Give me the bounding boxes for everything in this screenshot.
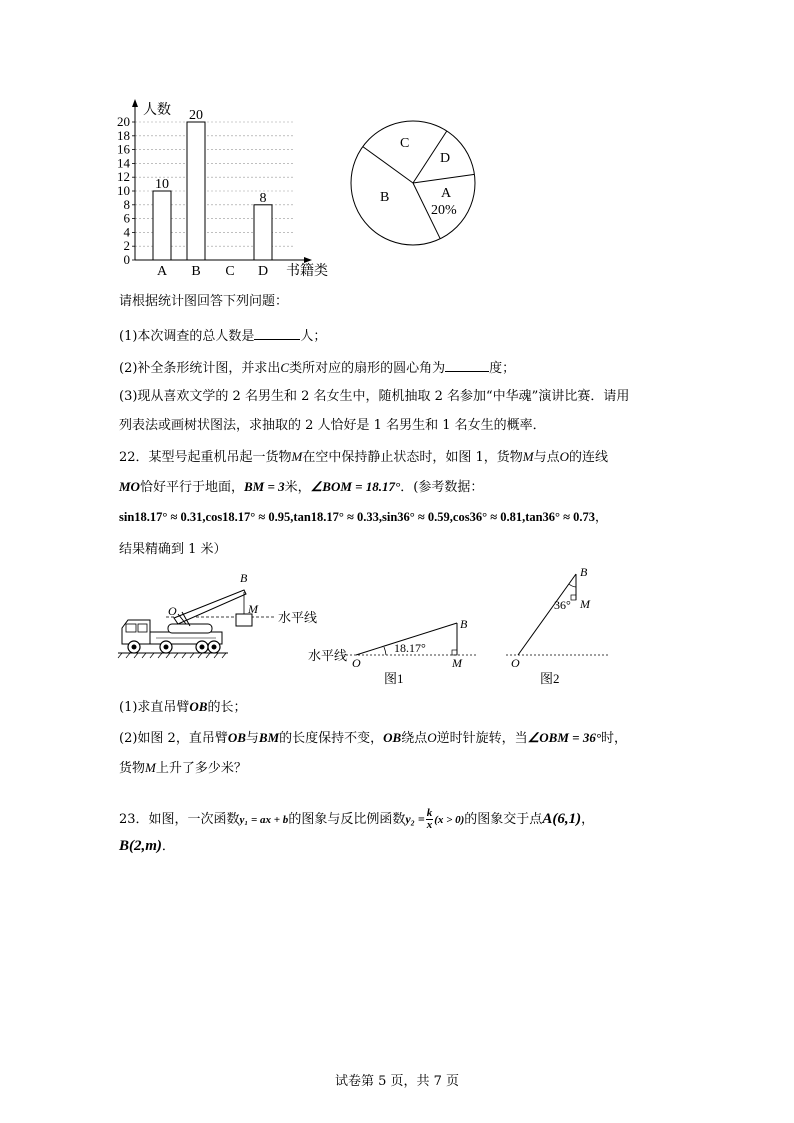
- angle-label: 36°: [554, 598, 571, 612]
- var-c: C: [280, 360, 290, 375]
- var-m: M: [291, 449, 303, 464]
- q22-text: (2)如图 2，直吊臂: [119, 731, 228, 746]
- q23-text: 的图象与反比例函数: [288, 812, 406, 827]
- linear-function: y₁ = ax + b: [239, 814, 289, 826]
- page-footer: 试卷第 5 页，共 7 页: [334, 1074, 460, 1089]
- q21-intro: 请根据统计图回答下列问题：: [119, 294, 289, 309]
- q22-text: ．(参考数据：: [400, 480, 484, 495]
- point-m-label: M: [452, 656, 462, 670]
- category-label: D: [257, 264, 269, 279]
- var-o: O: [427, 730, 437, 745]
- q22-text: 时，: [601, 731, 628, 746]
- figure-2: [496, 562, 614, 688]
- pie-label-d: D: [440, 151, 451, 166]
- y-tick-label: 4: [123, 224, 130, 240]
- q22-line2: [119, 480, 483, 494]
- q21-part1-text: (1)本次调查的总人数是: [119, 329, 255, 344]
- horizontal-line-label: 水平线: [278, 610, 318, 625]
- q22-reference-data: [119, 511, 608, 524]
- bar-value-label: 20: [189, 108, 203, 123]
- q23-line1: [119, 808, 594, 831]
- bar-b: [187, 122, 205, 260]
- q22-text: 在空中保持静止状态时，如图 1，货物: [302, 450, 523, 465]
- pie-label-a: A: [441, 186, 452, 201]
- q21-part2: [119, 359, 515, 375]
- pie-radius: [363, 147, 413, 183]
- figure-1: [306, 610, 486, 688]
- point-o-label: O: [168, 604, 177, 618]
- segment-bm: BM: [258, 730, 280, 745]
- var-o: O: [559, 449, 570, 464]
- q22-sub2-line2: [119, 761, 247, 775]
- answer-blank[interactable]: [445, 359, 489, 372]
- y-tick-label: 6: [123, 210, 130, 226]
- point-o-label: O: [352, 656, 361, 670]
- segment-ob: OB: [189, 699, 208, 714]
- y-tick-label: 20: [117, 114, 130, 129]
- q23-text: 23．如图，一次函数: [119, 812, 240, 827]
- bar-chart: [110, 95, 340, 280]
- comma: ，: [595, 509, 608, 524]
- domain-condition: (x > 0): [434, 814, 465, 826]
- figure-2-caption: 图2: [540, 671, 560, 686]
- bar-a: [153, 191, 171, 260]
- y-tick-label: 10: [117, 183, 130, 198]
- q22-line4: 结果精确到 1 米）: [119, 542, 227, 557]
- q21-part3-line1: (3)现从喜欢文学的 2 名男生和 2 名女生中，随机抽取 2 名参加“中华魂”演讲比赛．请用: [119, 389, 630, 404]
- bar-value-label: 8: [259, 190, 267, 206]
- y-tick-label: 12: [117, 169, 130, 185]
- y-axis-label: 人数: [143, 103, 171, 118]
- angle-obm: ∠OBM = 36°: [527, 730, 602, 745]
- pie-radius: [413, 174, 474, 183]
- point-b-label: B: [580, 565, 588, 579]
- q22-text: 与: [245, 731, 259, 746]
- q22-text: 上升了多少米？: [155, 761, 247, 776]
- bar-d: [254, 205, 272, 260]
- x-axis-label: 书籍类: [286, 264, 328, 279]
- y-tick-label: 14: [117, 155, 130, 171]
- segment-ob: OB: [227, 730, 246, 745]
- answer-blank[interactable]: [254, 327, 300, 340]
- pie-label-b: B: [380, 190, 390, 205]
- point-a: A(6,1): [542, 811, 582, 827]
- angle-bom: ∠BOM = 18.17°: [310, 479, 401, 494]
- q22-text: 的长度保持不变，: [279, 731, 384, 746]
- y-tick-label: 8: [123, 196, 130, 212]
- y-tick-label: 2: [123, 238, 130, 254]
- q22-text: 的长；: [207, 700, 247, 715]
- q22-text: 逆时针旋转，当: [436, 731, 528, 746]
- angle-label: 18.17°: [394, 641, 426, 655]
- q22-line1: [119, 450, 608, 464]
- q22-sub2-line1: [119, 731, 627, 745]
- q21-part3-line2: 列表法或画树状图法，求抽取的 2 人恰好是 1 名男生和 1 名女生的概率．: [119, 418, 546, 433]
- bar-value-label: 10: [155, 177, 169, 192]
- point-b-label: B: [240, 571, 248, 585]
- q22-text: 22．某型号起重机吊起一货物: [119, 450, 292, 465]
- q21-part1: [119, 327, 326, 343]
- pie-chart: [348, 118, 478, 248]
- q22-text: (1)求直吊臂: [119, 700, 190, 715]
- y-axis-arrow: [132, 99, 138, 107]
- var-m: M: [522, 449, 534, 464]
- y-tick-label: 16: [117, 141, 130, 157]
- fraction-denominator: x: [426, 819, 433, 831]
- q21-part2-text: (2)补全条形统计图，并求出: [119, 361, 281, 376]
- inverse-function-lhs: y₂ =: [405, 812, 425, 826]
- q23-line2: [119, 839, 175, 854]
- q21-part2-text-b: 类所对应的扇形的圆心角为: [289, 361, 446, 376]
- fraction-numerator: k: [426, 807, 433, 819]
- q21-part2-unit: 度；: [489, 361, 516, 376]
- q22-text: 绕点: [401, 731, 428, 746]
- q22-text: 恰好平行于地面，: [139, 480, 244, 495]
- point-b-label: B: [460, 617, 468, 631]
- category-label: C: [225, 264, 235, 279]
- point-b: B(2,m): [119, 838, 162, 854]
- y-tick-label: 18: [117, 127, 130, 143]
- q22-text: 米，: [284, 480, 311, 495]
- pie-label-c: C: [400, 136, 410, 151]
- point-o-label: O: [511, 656, 520, 670]
- q23-text: 的图象交于点: [464, 812, 543, 827]
- bm-equation: BM = 3: [243, 479, 285, 494]
- q22-text: 的连线: [569, 450, 609, 465]
- q22-text: 货物: [119, 761, 146, 776]
- figure-1-caption: 图1: [384, 671, 404, 686]
- segment-ob: OB: [383, 730, 402, 745]
- fraction: [426, 808, 434, 831]
- period: ．: [161, 839, 175, 854]
- comma: ，: [581, 812, 595, 827]
- segment-mo: MO: [119, 479, 140, 494]
- y-tick-label: 0: [123, 252, 130, 267]
- x-axis-arrow: [304, 257, 312, 263]
- point-m-label: M: [248, 602, 258, 616]
- q22-text: 与点: [533, 450, 560, 465]
- var-m: M: [145, 760, 156, 775]
- category-label: B: [191, 264, 201, 279]
- q21-part1-unit: 人；: [300, 329, 327, 344]
- q22-sub1: [119, 700, 247, 714]
- crane-illustration: [116, 568, 332, 664]
- category-label: A: [156, 264, 168, 279]
- horizontal-line-label: 水平线: [308, 648, 348, 663]
- point-m-label: M: [580, 597, 590, 611]
- reference-values: sin18.17° ≈ 0.31,cos18.17° ≈ 0.95,tan18.17° ≈ 0.33,sin36° ≈ 0.59,cos36° ≈ 0.81,tan36° ≈ 0.73: [119, 510, 596, 524]
- pie-label-a-percent: 20%: [431, 203, 457, 218]
